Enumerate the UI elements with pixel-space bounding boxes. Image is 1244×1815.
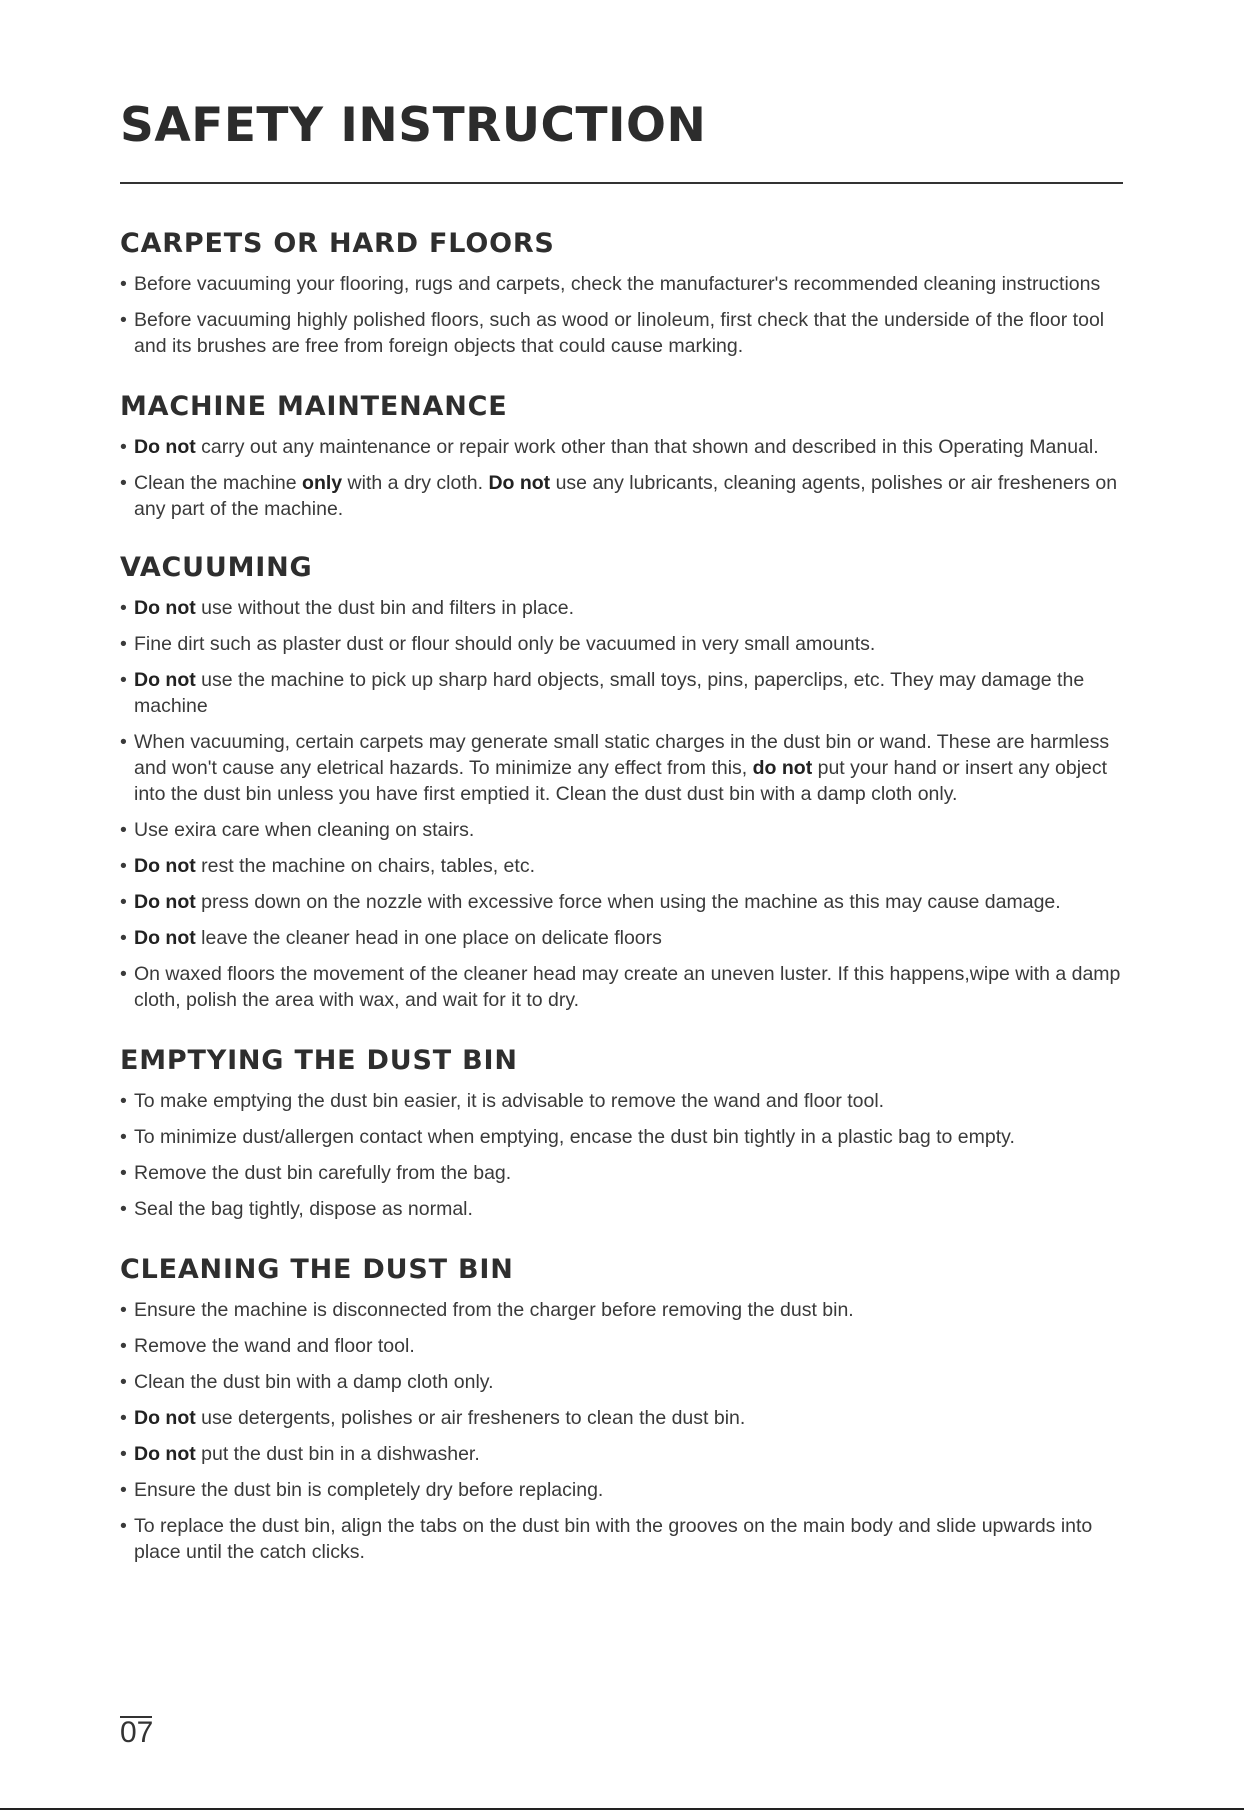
section-heading: CARPETS OR HARD FLOORS <box>120 228 555 259</box>
emphasis-text: Do not <box>134 927 196 949</box>
section-emptying-the-dust-bin <box>120 1039 1135 1222</box>
item-text: To replace the dust bin, align the tabs on the dust bin with the grooves on the main body and slide upwards into place until the catch clicks. <box>134 1515 1093 1563</box>
bullet-icon: • <box>120 1371 127 1393</box>
section-heading: VACUUMING <box>120 552 313 583</box>
emphasis-text: Do not <box>134 891 196 913</box>
item-text: Clean the machine <box>134 472 303 494</box>
item-text: use the machine to pick up sharp hard objects, small toys, pins, paperclips, etc. They may damage the machine <box>134 669 1085 717</box>
emphasis-text: only <box>302 472 343 494</box>
item-text: use any lubricants, cleaning agents, polishes or air fresheners on any part of the machine. <box>134 472 1118 520</box>
bullet-icon: • <box>120 1479 127 1501</box>
bullet-icon: • <box>120 1162 127 1184</box>
list-item <box>120 961 1135 1013</box>
list-item <box>120 595 1135 621</box>
item-text: Before vacuuming highly polished floors, such as wood or linoleum, first check that the underside of the floor tool and its brushes are free from foreign objects that could cause marking. <box>134 309 1105 357</box>
bullet-icon: • <box>120 1443 127 1465</box>
bullet-list <box>120 1297 1135 1565</box>
list-item <box>120 889 1135 915</box>
list-item <box>120 1088 1135 1114</box>
item-text: put your hand or insert any object into the dust bin unless you have first emptied it. Clean the dust dust bin with a damp cloth only. <box>134 757 1108 805</box>
list-item <box>120 1333 1135 1359</box>
item-text: put the dust bin in a dishwasher. <box>195 1443 480 1465</box>
list-item <box>120 307 1135 359</box>
list-item <box>120 1513 1135 1565</box>
emphasis-text: Do not <box>134 669 196 691</box>
section-heading: CLEANING THE DUST BIN <box>120 1254 514 1285</box>
title-divider <box>120 182 1123 184</box>
section-vacuuming <box>120 546 1135 1013</box>
item-text: Ensure the dust bin is completely dry before replacing. <box>134 1479 604 1501</box>
list-item <box>120 434 1135 460</box>
emphasis-text: Do not <box>134 597 196 619</box>
list-item <box>120 817 1135 843</box>
item-text: leave the cleaner head in one place on delicate floors <box>195 927 662 949</box>
bullet-icon: • <box>120 1515 127 1537</box>
bullet-icon: • <box>120 1198 127 1220</box>
item-text: Before vacuuming your flooring, rugs and carpets, check the manufacturer's recommended cleaning instructions <box>134 273 1101 295</box>
bullet-icon: • <box>120 819 127 841</box>
bullet-list <box>120 434 1135 522</box>
list-item <box>120 729 1135 807</box>
bullet-list <box>120 1088 1135 1222</box>
item-text: Remove the wand and floor tool. <box>134 1335 415 1357</box>
emphasis-text: Do not <box>134 436 196 458</box>
bullet-icon: • <box>120 963 127 985</box>
item-text: To make emptying the dust bin easier, it is advisable to remove the wand and floor tool. <box>134 1090 885 1112</box>
bullet-icon: • <box>120 1299 127 1321</box>
list-item <box>120 1441 1135 1467</box>
content <box>120 222 1135 1575</box>
list-item <box>120 1369 1135 1395</box>
section-carpets-or-hard-floors <box>120 222 1135 359</box>
list-item <box>120 470 1135 522</box>
list-item <box>120 1477 1135 1503</box>
emphasis-text: Do not <box>134 855 196 877</box>
bullet-icon: • <box>120 1335 127 1357</box>
list-item <box>120 925 1135 951</box>
section-heading: EMPTYING THE DUST BIN <box>120 1045 518 1076</box>
bullet-icon: • <box>120 472 127 494</box>
bullet-icon: • <box>120 1126 127 1148</box>
bullet-icon: • <box>120 855 127 877</box>
item-text: Clean the dust bin with a damp cloth only. <box>134 1371 494 1393</box>
bullet-icon: • <box>120 273 127 295</box>
item-text: To minimize dust/allergen contact when emptying, encase the dust bin tightly in a plastic bag to empty. <box>134 1126 1015 1148</box>
section-cleaning-the-dust-bin <box>120 1248 1135 1565</box>
section-heading: MACHINE MAINTENANCE <box>120 391 508 422</box>
bullet-icon: • <box>120 633 127 655</box>
page-title: SAFETY INSTRUCTION <box>120 98 707 153</box>
bullet-icon: • <box>120 1407 127 1429</box>
item-text: carry out any maintenance or repair work other than that shown and described in this Operating Manual. <box>195 436 1099 458</box>
list-item <box>120 853 1135 879</box>
emphasis-text: Do not <box>134 1443 196 1465</box>
emphasis-text: Do not <box>134 1407 196 1429</box>
item-text: On waxed floors the movement of the cleaner head may create an uneven luster. If this happens,wipe with a damp cloth, polish the area with wax, and wait for it to dry. <box>134 963 1121 1011</box>
item-text: Seal the bag tightly, dispose as normal. <box>134 1198 473 1220</box>
item-text: use detergents, polishes or air fresheners to clean the dust bin. <box>195 1407 746 1429</box>
bullet-icon: • <box>120 731 127 753</box>
bullet-icon: • <box>120 669 127 691</box>
list-item <box>120 1297 1135 1323</box>
section-machine-maintenance <box>120 385 1135 522</box>
item-text: When vacuuming, certain carpets may generate small static charges in the dust bin or wand. These are harmless and won't cause any eletrical hazards. To minimize any effect from this, <box>134 731 1110 779</box>
emphasis-text: Do not <box>488 472 551 494</box>
bullet-icon: • <box>120 891 127 913</box>
bullet-icon: • <box>120 927 127 949</box>
item-text: Ensure the machine is disconnected from the charger before removing the dust bin. <box>134 1299 854 1321</box>
item-text: with a dry cloth. <box>342 472 489 494</box>
bullet-icon: • <box>120 436 127 458</box>
item-text: Fine dirt such as plaster dust or flour should only be vacuumed in very small amounts. <box>134 633 876 655</box>
item-text: use without the dust bin and filters in place. <box>195 597 575 619</box>
list-item <box>120 1160 1135 1186</box>
list-item <box>120 271 1135 297</box>
list-item <box>120 1405 1135 1431</box>
list-item <box>120 667 1135 719</box>
list-item <box>120 1124 1135 1150</box>
bottom-divider <box>0 1808 1244 1810</box>
bullet-icon: • <box>120 597 127 619</box>
item-text: Use exira care when cleaning on stairs. <box>134 819 475 841</box>
page-number: 07 <box>120 1716 154 1749</box>
list-item <box>120 631 1135 657</box>
bullet-icon: • <box>120 309 127 331</box>
emphasis-text: do not <box>752 757 813 779</box>
bullet-list <box>120 271 1135 359</box>
list-item <box>120 1196 1135 1222</box>
item-text: press down on the nozzle with excessive force when using the machine as this may cause damage. <box>195 891 1061 913</box>
bullet-icon: • <box>120 1090 127 1112</box>
item-text: rest the machine on chairs, tables, etc. <box>195 855 535 877</box>
item-text: Remove the dust bin carefully from the bag. <box>134 1162 512 1184</box>
bullet-list <box>120 595 1135 1013</box>
